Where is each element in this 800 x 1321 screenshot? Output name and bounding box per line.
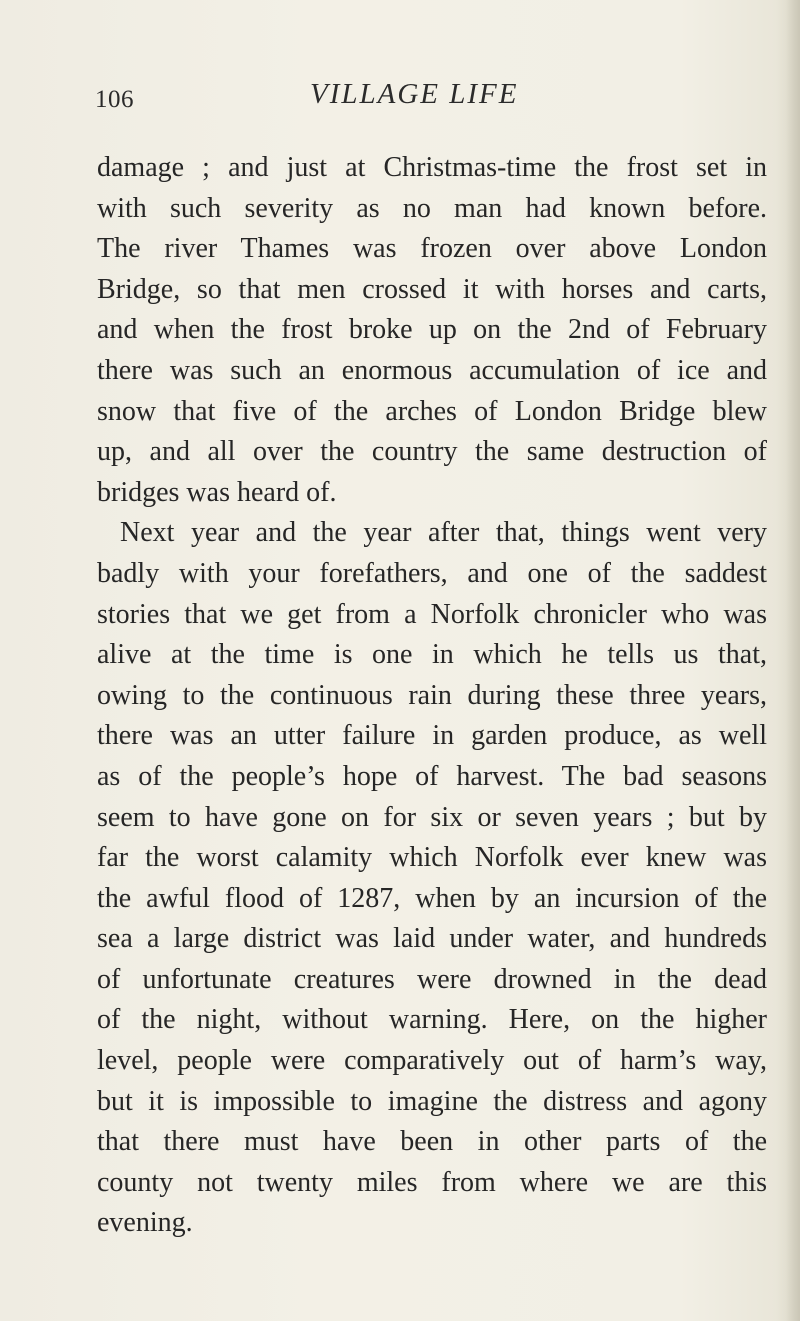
text-line: of the night, without warning. Here, on the higher [97,1004,767,1036]
text-line: owing to the continuous rain during these three years, [97,679,767,711]
text-line: level, people were comparatively out of harm’s way, [97,1045,767,1077]
text-line: The river Thames was frozen over above London [97,233,767,265]
text-line: evening. [97,1207,193,1239]
text-line: stories that we get from a Norfolk chronicler who was [97,598,767,630]
text-line: alive at the time is one in which he tells us that, [97,639,767,671]
text-line: sea a large district was laid under water, and hundreds [97,923,767,955]
text-line: snow that five of the arches of London Bridge blew [97,395,767,427]
text-line: county not twenty miles from where we are this [97,1166,767,1198]
text-line: up, and all over the country the same destruction of [97,436,767,468]
text-line: Bridge, so that men crossed it with horses and carts, [97,273,767,305]
body-text [97,148,767,1244]
running-head: VILLAGE LIFE [310,78,519,110]
text-line: bridges was heard of. [97,476,337,508]
text-line: of unfortunate creatures were drowned in the dead [97,963,767,995]
text-line: Next year and the year after that, things went very [120,517,767,549]
text-line: there was an utter failure in garden produce, as well [97,720,767,752]
text-line: seem to have gone on for six or seven years ; but by [97,801,767,833]
text-line: far the worst calamity which Norfolk ever knew was [97,842,767,874]
text-line: and when the frost broke up on the 2nd of February [97,314,767,346]
text-line: badly with your forefathers, and one of the saddest [97,557,767,589]
text-line: that there must have been in other parts of the [97,1126,767,1158]
page-edge-shadow [786,0,800,1321]
text-line: there was such an enormous accumulation of ice and [97,354,767,386]
text-line: as of the people’s hope of harvest. The bad seasons [97,760,767,792]
text-line: but it is impossible to imagine the distress and agony [97,1085,767,1117]
text-line: the awful flood of 1287, when by an incursion of the [97,882,767,914]
text-line: damage ; and just at Christmas-time the frost set in [97,152,767,183]
page-header [95,78,765,126]
text-line: with such severity as no man had known before. [97,192,767,224]
page-number: 106 [95,86,134,113]
